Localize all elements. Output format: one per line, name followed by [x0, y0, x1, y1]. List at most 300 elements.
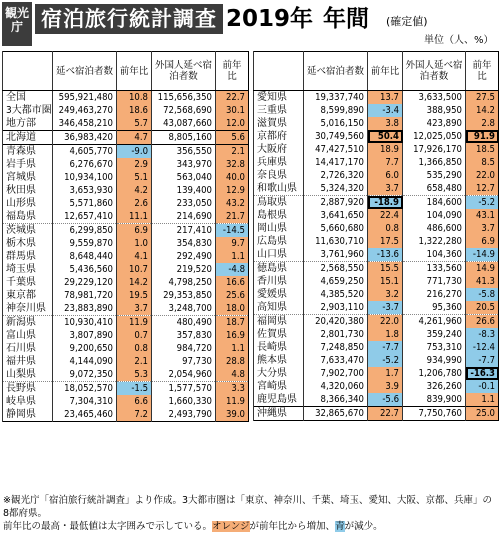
cell-total: 249,463,270 [53, 104, 117, 117]
cell-foreign-yoy: 27.5 [466, 91, 499, 105]
cell-foreign: 1,577,570 [152, 382, 216, 396]
cell-foreign-yoy: 18.7 [216, 316, 249, 330]
cell-yoy: 3.2 [368, 288, 403, 301]
cell-yoy: 4.1 [117, 250, 152, 263]
cell-total: 29,229,120 [53, 276, 117, 289]
cell-foreign: 984,720 [152, 342, 216, 355]
cell-yoy: 0.8 [117, 342, 152, 355]
table-row [254, 91, 499, 105]
cell-yoy: 10.8 [117, 91, 152, 105]
cell-foreign-yoy: 18.5 [466, 143, 499, 156]
cell-yoy: 0.7 [117, 329, 152, 342]
cell-foreign: 216,270 [403, 288, 466, 301]
table-row [3, 171, 249, 184]
cell-foreign: 480,490 [152, 316, 216, 330]
cell-foreign-yoy: 3.3 [216, 382, 249, 396]
cell-total: 8,366,340 [304, 393, 368, 407]
cell-foreign-yoy: 91.9 [466, 130, 499, 143]
cell-foreign-yoy: 20.5 [466, 301, 499, 315]
cell-total: 2,801,730 [304, 328, 368, 341]
cell-total: 32,865,670 [304, 407, 368, 421]
cell-foreign-yoy: -5.8 [466, 288, 499, 301]
cell-total: 47,427,510 [304, 143, 368, 156]
cell-foreign: 2,493,790 [152, 408, 216, 422]
cell-yoy: -1.5 [117, 382, 152, 396]
cell-foreign-yoy: 30.1 [216, 104, 249, 117]
cell-foreign: 214,690 [152, 210, 216, 224]
cell-total: 14,417,170 [304, 156, 368, 169]
cell-foreign: 753,310 [403, 341, 466, 354]
cell-foreign: 934,990 [403, 354, 466, 367]
cell-total: 9,200,650 [53, 342, 117, 355]
cell-total: 7,902,700 [304, 367, 368, 380]
table-row [3, 329, 249, 342]
table-row [3, 117, 249, 131]
cell-total: 8,599,890 [304, 104, 368, 117]
cell-yoy: 1.8 [368, 328, 403, 341]
cell-foreign: 1,366,850 [403, 156, 466, 169]
cell-foreign: 388,950 [403, 104, 466, 117]
table-row [254, 288, 499, 301]
row-name: 熊本県 [254, 354, 304, 367]
row-name: 和歌山県 [254, 182, 304, 196]
cell-total: 3,761,960 [304, 248, 368, 262]
table-row [254, 380, 499, 393]
cell-yoy: 5.3 [117, 368, 152, 382]
table-row [254, 130, 499, 143]
cell-total: 20,420,380 [304, 315, 368, 329]
row-name: 岩手県 [3, 158, 53, 171]
cell-yoy: 19.5 [117, 289, 152, 302]
cell-total: 7,633,470 [304, 354, 368, 367]
cell-foreign-yoy: 2.1 [216, 145, 249, 159]
table-row [3, 316, 249, 330]
row-name: 山梨県 [3, 368, 53, 382]
row-name: 埼玉県 [3, 263, 53, 276]
table-row [3, 91, 249, 105]
table-row [3, 368, 249, 382]
cell-total: 5,016,150 [304, 117, 368, 130]
cell-total: 5,571,860 [53, 197, 117, 210]
cell-yoy: 3.8 [368, 117, 403, 130]
cell-foreign-yoy: 14.9 [466, 262, 499, 276]
cell-total: 4,385,520 [304, 288, 368, 301]
cell-yoy: 11.1 [117, 210, 152, 224]
cell-foreign: 356,550 [152, 145, 216, 159]
cell-yoy: 7.2 [117, 408, 152, 422]
cell-foreign-yoy: 28.8 [216, 355, 249, 368]
cell-yoy: 15.5 [368, 262, 403, 276]
table-row [254, 222, 499, 235]
footnote [3, 494, 497, 533]
table-row [254, 117, 499, 130]
cell-yoy: 2.9 [117, 158, 152, 171]
footnote-line-1: ※観光庁「宿泊旅行統計調査」より作成。3大都市圏は「東京、神奈川、千葉、埼玉、愛知、大阪、京都、兵庫」の8都府県。 [3, 495, 493, 519]
row-name: 長崎県 [254, 341, 304, 354]
cell-total: 8,648,440 [53, 250, 117, 263]
cell-yoy: -18.9 [368, 196, 403, 210]
row-name: 山口県 [254, 248, 304, 262]
table-row [254, 328, 499, 341]
row-name: 愛媛県 [254, 288, 304, 301]
table-row [254, 341, 499, 354]
cell-foreign-yoy: 8.5 [466, 156, 499, 169]
cell-foreign-yoy: 3.7 [466, 222, 499, 235]
cell-foreign-yoy: -4.8 [216, 263, 249, 276]
row-name: 島根県 [254, 209, 304, 222]
row-name: 茨城県 [3, 224, 53, 238]
row-name: 鳥取県 [254, 196, 304, 210]
row-name: 静岡県 [3, 408, 53, 422]
row-name: 神奈川県 [3, 302, 53, 316]
cell-foreign-yoy: 26.6 [466, 315, 499, 329]
table-row [254, 407, 499, 421]
cell-foreign-yoy: 2.8 [466, 117, 499, 130]
cell-yoy: -5.6 [368, 393, 403, 407]
cell-yoy: 15.1 [368, 275, 403, 288]
table-row [3, 210, 249, 224]
table-header-row [254, 52, 499, 91]
row-name: 北海道 [3, 131, 53, 145]
cell-foreign: 72,568,690 [152, 104, 216, 117]
agency-badge: 観光庁 [2, 2, 32, 46]
table-row [3, 158, 249, 171]
col-header-foreign: 外国人延べ宿泊者数 [403, 52, 466, 91]
cell-foreign-yoy: 21.7 [216, 210, 249, 224]
table-row [254, 235, 499, 248]
cell-foreign: 139,400 [152, 184, 216, 197]
cell-total: 2,726,320 [304, 169, 368, 182]
row-name: 香川県 [254, 275, 304, 288]
cell-total: 9,559,870 [53, 237, 117, 250]
cell-foreign-yoy: -0.1 [466, 380, 499, 393]
cell-total: 4,659,250 [304, 275, 368, 288]
unit-label: 単位（人、%） [424, 35, 494, 46]
cell-yoy: 2.1 [117, 355, 152, 368]
cell-yoy: 5.7 [117, 117, 152, 131]
row-name: 佐賀県 [254, 328, 304, 341]
cell-foreign: 43,087,660 [152, 117, 216, 131]
row-name: 福岡県 [254, 315, 304, 329]
cell-foreign: 359,240 [403, 328, 466, 341]
table-row [254, 104, 499, 117]
page-title: 宿泊旅行統計調査 [35, 4, 223, 34]
cell-foreign-yoy: 25.6 [216, 289, 249, 302]
cell-total: 7,304,310 [53, 395, 117, 408]
row-name: 滋賀県 [254, 117, 304, 130]
footnote-blue: 青 [335, 521, 345, 532]
table-row [3, 131, 249, 145]
cell-yoy: 22.4 [368, 209, 403, 222]
cell-foreign-yoy: -16.3 [466, 367, 499, 380]
table-row [3, 289, 249, 302]
cell-foreign: 354,830 [152, 237, 216, 250]
cell-total: 4,320,060 [304, 380, 368, 393]
row-name: 鹿児島県 [254, 393, 304, 407]
cell-total: 4,144,090 [53, 355, 117, 368]
cell-foreign-yoy: 39.0 [216, 408, 249, 422]
cell-total: 19,337,740 [304, 91, 368, 105]
row-name: 地方部 [3, 117, 53, 131]
cell-foreign-yoy: 1.1 [216, 342, 249, 355]
cell-total: 5,436,560 [53, 263, 117, 276]
row-name: 福島県 [3, 210, 53, 224]
cell-total: 5,324,320 [304, 182, 368, 196]
col-header-yoy: 前年比 [368, 52, 403, 91]
cell-foreign: 343,970 [152, 158, 216, 171]
cell-total: 6,299,850 [53, 224, 117, 238]
row-name: 徳島県 [254, 262, 304, 276]
cell-foreign: 95,360 [403, 301, 466, 315]
cell-foreign-yoy: 12.7 [466, 182, 499, 196]
row-name: 京都府 [254, 130, 304, 143]
row-name: 山形県 [3, 197, 53, 210]
cell-total: 10,930,410 [53, 316, 117, 330]
row-name: 宮城県 [3, 171, 53, 184]
cell-yoy: 6.9 [117, 224, 152, 238]
cell-yoy: 50.4 [368, 130, 403, 143]
table-row [3, 237, 249, 250]
table-row [3, 250, 249, 263]
cell-foreign-yoy: -14.5 [216, 224, 249, 238]
cell-foreign: 115,656,350 [152, 91, 216, 105]
cell-foreign: 2,054,960 [152, 368, 216, 382]
cell-foreign: 839,900 [403, 393, 466, 407]
cell-foreign: 3,633,500 [403, 91, 466, 105]
row-name: 岡山県 [254, 222, 304, 235]
cell-yoy: 10.7 [117, 263, 152, 276]
cell-foreign-yoy: 16.6 [216, 276, 249, 289]
confirmed-note: (確定値) [386, 15, 428, 28]
cell-yoy: 22.7 [368, 407, 403, 421]
cell-foreign: 423,890 [403, 117, 466, 130]
cell-foreign-yoy: 4.8 [216, 368, 249, 382]
cell-foreign-yoy: 11.9 [216, 395, 249, 408]
row-name: 東京都 [3, 289, 53, 302]
cell-total: 10,934,100 [53, 171, 117, 184]
cell-foreign-yoy: 16.9 [216, 329, 249, 342]
table-row [3, 145, 249, 159]
cell-foreign: 17,926,170 [403, 143, 466, 156]
cell-total: 12,657,410 [53, 210, 117, 224]
cell-foreign: 104,090 [403, 209, 466, 222]
col-header-total: 延べ宿泊者数 [53, 52, 117, 91]
cell-foreign: 4,798,250 [152, 276, 216, 289]
row-name: 大阪府 [254, 143, 304, 156]
cell-foreign-yoy: 12.0 [216, 117, 249, 131]
cell-foreign: 1,322,280 [403, 235, 466, 248]
cell-foreign-yoy: 1.1 [466, 393, 499, 407]
cell-foreign-yoy: -14.9 [466, 248, 499, 262]
cell-foreign: 1,206,780 [403, 367, 466, 380]
row-name: 群馬県 [3, 250, 53, 263]
cell-total: 23,465,460 [53, 408, 117, 422]
footnote-text-c: が減少。 [344, 521, 383, 532]
cell-foreign: 1,660,330 [152, 395, 216, 408]
cell-foreign-yoy: 18.0 [216, 302, 249, 316]
cell-total: 3,653,930 [53, 184, 117, 197]
cell-yoy: -13.6 [368, 248, 403, 262]
row-name: 広島県 [254, 235, 304, 248]
cell-total: 346,458,210 [53, 117, 117, 131]
cell-yoy: 3.9 [368, 380, 403, 393]
table-row [254, 262, 499, 276]
cell-foreign: 326,260 [403, 380, 466, 393]
col-header-foreign-yoy: 前年比 [466, 52, 499, 91]
cell-foreign: 357,830 [152, 329, 216, 342]
row-name: 新潟県 [3, 316, 53, 330]
cell-yoy: 6.6 [117, 395, 152, 408]
row-name: 岐阜県 [3, 395, 53, 408]
cell-foreign: 4,261,960 [403, 315, 466, 329]
cell-total: 9,072,350 [53, 368, 117, 382]
table-row [254, 143, 499, 156]
cell-yoy: 3.7 [117, 302, 152, 316]
row-name: 奈良県 [254, 169, 304, 182]
cell-total: 36,983,420 [53, 131, 117, 145]
cell-total: 5,660,680 [304, 222, 368, 235]
cell-total: 6,276,670 [53, 158, 117, 171]
row-name: 富山県 [3, 329, 53, 342]
table-row [3, 342, 249, 355]
cell-foreign: 133,560 [403, 262, 466, 276]
col-header-name [3, 52, 53, 91]
row-name: 高知県 [254, 301, 304, 315]
cell-foreign: 658,480 [403, 182, 466, 196]
cell-foreign: 184,600 [403, 196, 466, 210]
cell-total: 3,807,890 [53, 329, 117, 342]
col-header-yoy: 前年比 [117, 52, 152, 91]
cell-foreign-yoy: 1.1 [216, 250, 249, 263]
cell-yoy: 1.0 [117, 237, 152, 250]
period-label: 年間 [323, 6, 369, 32]
table-row [254, 169, 499, 182]
row-name: 三重県 [254, 104, 304, 117]
cell-foreign-yoy: 5.6 [216, 131, 249, 145]
cell-yoy: 22.0 [368, 315, 403, 329]
cell-total: 595,921,480 [53, 91, 117, 105]
cell-foreign-yoy: 12.9 [216, 184, 249, 197]
cell-foreign-yoy: 41.3 [466, 275, 499, 288]
cell-foreign: 104,360 [403, 248, 466, 262]
cell-yoy: 6.0 [368, 169, 403, 182]
table-row [254, 275, 499, 288]
cell-yoy: -5.2 [368, 354, 403, 367]
cell-yoy: 11.9 [117, 316, 152, 330]
table-row [3, 276, 249, 289]
cell-foreign-yoy: 40.0 [216, 171, 249, 184]
cell-foreign-yoy: 9.7 [216, 237, 249, 250]
cell-yoy: -3.4 [368, 104, 403, 117]
table-row [3, 104, 249, 117]
cell-total: 2,903,110 [304, 301, 368, 315]
row-name: 栃木県 [3, 237, 53, 250]
table-row [3, 302, 249, 316]
footnote-line-2 [3, 520, 497, 533]
cell-yoy: 17.5 [368, 235, 403, 248]
table-row [3, 355, 249, 368]
col-header-total: 延べ宿泊者数 [304, 52, 368, 91]
table-row [3, 184, 249, 197]
cell-foreign-yoy: 25.0 [466, 407, 499, 421]
cell-yoy: 13.7 [368, 91, 403, 105]
cell-total: 11,630,710 [304, 235, 368, 248]
col-header-foreign-yoy: 前年比 [216, 52, 249, 91]
cell-yoy: 18.6 [117, 104, 152, 117]
table-row [254, 301, 499, 315]
cell-foreign-yoy: 14.2 [466, 104, 499, 117]
footnote-text-b: が前年比から増加、 [249, 521, 336, 532]
cell-yoy: 3.7 [368, 182, 403, 196]
row-name: 福井県 [3, 355, 53, 368]
page-header [0, 0, 500, 46]
row-name: 兵庫県 [254, 156, 304, 169]
cell-total: 7,248,850 [304, 341, 368, 354]
table-row [3, 382, 249, 396]
table-row [254, 209, 499, 222]
row-name: 沖縄県 [254, 407, 304, 421]
cell-total: 3,641,650 [304, 209, 368, 222]
cell-foreign: 29,353,850 [152, 289, 216, 302]
cell-yoy: 18.9 [368, 143, 403, 156]
row-name: 3大都市圏 [3, 104, 53, 117]
cell-foreign: 3,248,700 [152, 302, 216, 316]
cell-foreign: 771,730 [403, 275, 466, 288]
cell-yoy: -9.0 [117, 145, 152, 159]
cell-foreign: 7,750,760 [403, 407, 466, 421]
table-row [3, 197, 249, 210]
cell-total: 23,883,890 [53, 302, 117, 316]
table-row [254, 315, 499, 329]
cell-foreign-yoy: -5.2 [466, 196, 499, 210]
table-row [254, 367, 499, 380]
table-row [3, 408, 249, 422]
cell-yoy: 1.7 [368, 367, 403, 380]
row-name: 秋田県 [3, 184, 53, 197]
cell-foreign-yoy: 22.7 [216, 91, 249, 105]
cell-yoy: 4.2 [117, 184, 152, 197]
row-name: 全国 [3, 91, 53, 105]
cell-foreign: 217,410 [152, 224, 216, 238]
cell-total: 18,052,570 [53, 382, 117, 396]
stats-table-right [253, 51, 499, 421]
cell-yoy: 7.7 [368, 156, 403, 169]
table-row [254, 393, 499, 407]
cell-yoy: 5.1 [117, 171, 152, 184]
col-header-name [254, 52, 304, 91]
cell-foreign: 233,050 [152, 197, 216, 210]
row-name: 愛知県 [254, 91, 304, 105]
cell-foreign: 8,805,160 [152, 131, 216, 145]
table-row [254, 156, 499, 169]
row-name: 青森県 [3, 145, 53, 159]
cell-total: 30,749,560 [304, 130, 368, 143]
cell-yoy: 0.8 [368, 222, 403, 235]
row-name: 千葉県 [3, 276, 53, 289]
cell-yoy: 2.6 [117, 197, 152, 210]
cell-total: 2,568,550 [304, 262, 368, 276]
row-name: 石川県 [3, 342, 53, 355]
table-row [3, 395, 249, 408]
cell-foreign-yoy: 43.2 [216, 197, 249, 210]
stats-table-left [2, 51, 249, 422]
table-row [254, 182, 499, 196]
cell-total: 2,887,920 [304, 196, 368, 210]
cell-total: 78,981,720 [53, 289, 117, 302]
cell-foreign: 292,490 [152, 250, 216, 263]
cell-foreign-yoy: 6.9 [466, 235, 499, 248]
table-row [3, 263, 249, 276]
